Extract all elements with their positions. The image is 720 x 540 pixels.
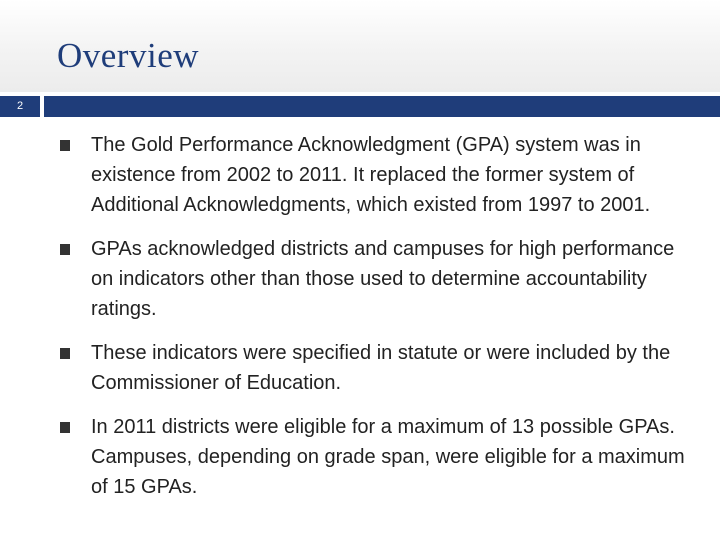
bullet-list (0, 130, 720, 502)
bullet-item-1 (0, 130, 720, 220)
bullet-text-1: The Gold Performance Acknowledgment (GPA) system was in existence from 2002 to 2011. It replaced the former system of Additional Acknowledgments, which existed from 1997 to 2001. (91, 134, 651, 216)
bullet-text-2: GPAs acknowledged districts and campuses for high performance on indicators other than those used to determine accountability ratings. (91, 238, 675, 320)
square-bullet-icon (60, 348, 70, 359)
bullet-item-2 (0, 234, 720, 324)
bullet-text-4: In 2011 districts were eligible for a maximum of 13 possible GPAs. Campuses, depending on grade span, were eligible for a maximum of 15 GPAs. (91, 416, 685, 498)
slide-title: Overview (57, 36, 200, 75)
slide-number: 2 (0, 96, 40, 117)
bullet-item-4 (0, 412, 720, 502)
bullet-text-3: These indicators were specified in statute or were included by the Commissioner of Education. (91, 342, 671, 394)
square-bullet-icon (60, 140, 70, 151)
title-divider-bar (44, 96, 720, 117)
square-bullet-icon (60, 422, 70, 433)
bullet-item-3 (0, 338, 720, 398)
square-bullet-icon (60, 244, 70, 255)
